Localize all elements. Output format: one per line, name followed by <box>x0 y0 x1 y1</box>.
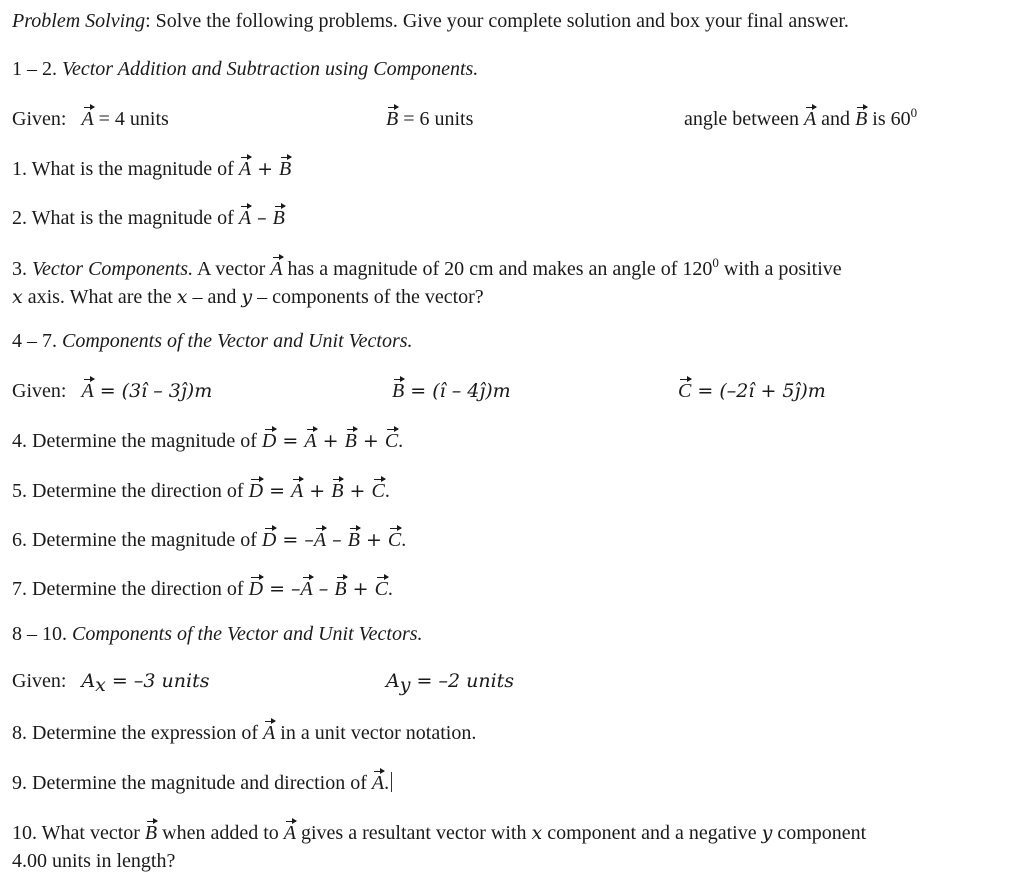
vector-d: D <box>261 430 277 452</box>
vector-a: A <box>81 380 94 402</box>
vector-a: A <box>238 207 252 229</box>
c-expression: = (–2î + 5ĵ)m <box>691 380 826 402</box>
vector-a: A <box>300 578 313 600</box>
text-cursor <box>391 772 392 792</box>
section-title: Components of the Vector and Unit Vectors. <box>62 330 413 352</box>
question-4 <box>12 428 403 454</box>
given-b-expr <box>392 378 511 404</box>
question-text: with a positive <box>718 258 842 280</box>
question-9 <box>12 770 392 796</box>
period: . <box>384 480 390 502</box>
vector-b: B <box>144 822 158 844</box>
question-text: gives a resultant vector with <box>296 822 532 844</box>
vector-b: B <box>331 480 344 502</box>
ay-value: = –2 units <box>410 670 515 692</box>
b-expression: = (î – 4ĵ)m <box>404 380 511 402</box>
operator: – <box>326 529 348 551</box>
var-x: x <box>176 286 188 308</box>
section-range: 1 – 2. <box>12 58 62 80</box>
given-label: Given: <box>12 670 67 692</box>
given-label: Given: <box>12 380 67 402</box>
given-label: Given: <box>12 108 67 130</box>
operator: – <box>251 207 273 229</box>
given-1-2 <box>12 106 169 132</box>
vector-c: C <box>678 380 692 402</box>
question-text: 2. What is the magnitude of <box>12 207 239 229</box>
vector-c: C <box>387 529 402 551</box>
period: . <box>401 529 407 551</box>
question-text: 5. Determine the direction of <box>12 480 249 502</box>
ax-value: = –3 units <box>105 670 210 692</box>
given-c-expr <box>678 378 826 404</box>
operator: – <box>312 578 335 600</box>
b-magnitude: = 6 units <box>398 108 474 130</box>
var-y: y <box>761 822 773 844</box>
angle-text: and <box>816 108 856 130</box>
question-text: in a unit vector notation. <box>275 722 477 744</box>
vector-a: A <box>263 722 276 744</box>
vector-b: B <box>272 207 285 229</box>
operator: = <box>263 578 292 600</box>
instructions-text: : Solve the following problems. Give your complete solution and box your final answer. <box>145 10 849 32</box>
operator: + <box>303 480 332 502</box>
question-text: 8. Determine the expression of <box>12 722 264 744</box>
vector-a: A <box>270 258 283 280</box>
vector-a: A <box>313 529 327 551</box>
vector-c: C <box>371 480 385 502</box>
vector-c: C <box>384 430 399 452</box>
vector-b: B <box>334 578 347 600</box>
question-1 <box>12 156 291 182</box>
given-8-10 <box>12 668 209 694</box>
vector-b: B <box>855 108 868 130</box>
ay-subscript: y <box>399 674 411 696</box>
section-heading-8-10 <box>12 621 423 647</box>
vector-d: D <box>261 529 277 551</box>
degree-sup: 0 <box>910 105 918 120</box>
question-5 <box>12 478 390 504</box>
period: . <box>387 578 393 600</box>
var-x: x <box>12 286 23 308</box>
operator: + <box>356 430 385 452</box>
vector-b: B <box>347 529 360 551</box>
question-6 <box>12 527 406 553</box>
question-text: – components of the vector? <box>252 286 484 308</box>
section-title: Components of the Vector and Unit Vectors. <box>72 623 423 645</box>
vector-a: A <box>371 772 385 794</box>
question-text: has a magnitude of 20 cm and makes an angle of 120 <box>282 258 713 280</box>
instructions-label: Problem Solving <box>12 10 146 32</box>
operator: = <box>263 480 292 502</box>
question-text: when added to <box>157 822 284 844</box>
operator: + <box>251 158 280 180</box>
vector-b: B <box>392 380 405 402</box>
operator: + <box>343 480 372 502</box>
question-2 <box>12 205 285 231</box>
question-3-line-2 <box>12 284 484 310</box>
given-4-7 <box>12 378 212 404</box>
operator: – <box>291 578 301 600</box>
vector-a: A <box>291 480 304 502</box>
section-title: Vector Addition and Subtraction using Components. <box>62 58 479 80</box>
operator: + <box>359 529 388 551</box>
question-number: 3. <box>12 258 32 280</box>
section-range: 8 – 10. <box>12 623 72 645</box>
question-text: – and <box>187 286 242 308</box>
vector-a: A <box>803 108 817 130</box>
vector-b: B <box>279 158 292 180</box>
vector-b: B <box>344 430 357 452</box>
question-text: component <box>772 822 867 844</box>
operator: + <box>316 430 345 452</box>
vector-d: D <box>248 480 264 502</box>
question-text: 4. Determine the magnitude of <box>12 430 262 452</box>
instructions <box>12 8 849 34</box>
question-text: 7. Determine the direction of <box>12 578 249 600</box>
vector-a: A <box>81 108 94 130</box>
question-text: A vector <box>193 258 271 280</box>
operator: = <box>276 430 305 452</box>
question-7 <box>12 576 393 602</box>
ax-symbol: A <box>81 670 96 692</box>
section-range: 4 – 7. <box>12 330 62 352</box>
operator: = <box>276 529 305 551</box>
question-3 <box>12 256 842 282</box>
question-text: 6. Determine the magnitude of <box>12 529 262 551</box>
question-text: component and a negative <box>542 822 762 844</box>
question-10 <box>12 820 866 846</box>
question-text: 9. Determine the magnitude and direction of <box>12 772 372 794</box>
question-text: 1. What is the magnitude of <box>12 158 239 180</box>
vector-a: A <box>304 430 317 452</box>
ax-subscript: x <box>95 674 106 696</box>
question-10-line-2 <box>12 848 175 874</box>
ay-symbol: A <box>386 670 400 692</box>
degree-sup: 0 <box>712 255 719 270</box>
given-ay <box>386 668 514 694</box>
operator: + <box>346 578 375 600</box>
question-title: Vector Components. <box>32 258 194 280</box>
section-heading-4-7 <box>12 328 413 354</box>
period: . <box>398 430 404 452</box>
period: . <box>384 772 390 794</box>
question-text: 4.00 units in length? <box>12 850 176 872</box>
vector-a: A <box>283 822 296 844</box>
vector-d: D <box>248 578 264 600</box>
vector-c: C <box>374 578 388 600</box>
question-text: 10. What vector <box>12 822 145 844</box>
angle-text: is 60 <box>867 108 911 130</box>
vector-a: A <box>238 158 252 180</box>
vector-b: B <box>386 108 399 130</box>
a-expression: = (3î – 3ĵ)m <box>93 380 213 402</box>
question-text: axis. What are the <box>22 286 177 308</box>
section-heading-1-2 <box>12 56 478 82</box>
given-b <box>386 106 473 132</box>
given-angle <box>684 106 917 132</box>
var-x: x <box>531 822 543 844</box>
a-magnitude: = 4 units <box>93 108 169 130</box>
operator: – <box>304 529 314 551</box>
angle-text: angle between <box>684 108 804 130</box>
question-8 <box>12 720 476 746</box>
var-y: y <box>241 286 253 308</box>
